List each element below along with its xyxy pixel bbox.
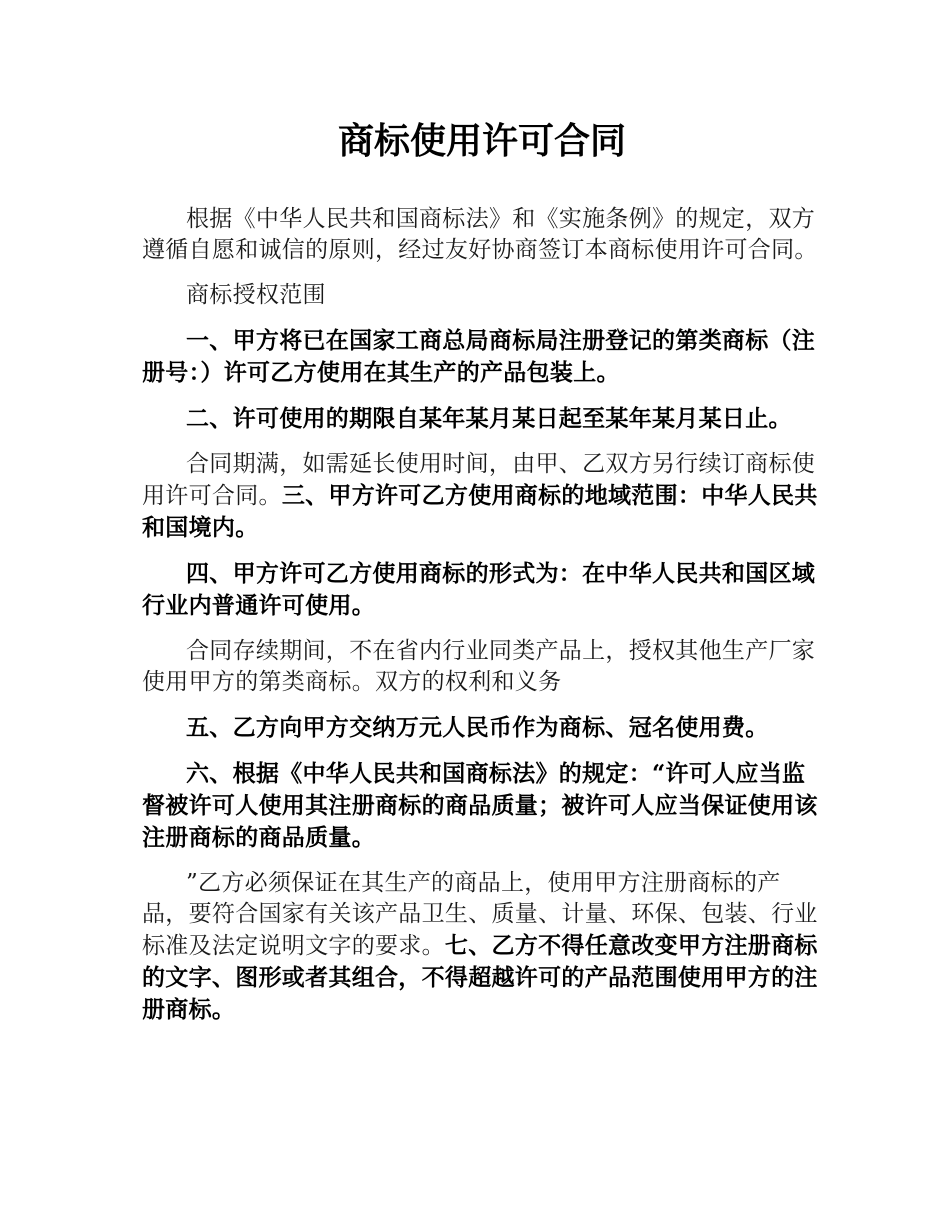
clause-text: 一、甲方将已在国家工商总局商标局注册登记的第类商标（注册号：）许可乙方使用在其生产的产品包装上。 xyxy=(142,327,816,386)
paragraph-text: ”乙方必须保证在其生产的商品上，使用甲方注册商标的产品，要符合国家有关该产品卫生、质量、计量、环保、包装、行业标准及法定说明文字的要求。 xyxy=(142,870,818,959)
clause-text: 六、根据《中华人民共和国商标法》的规定：“许可人应当监督被许可人使用其注册商标的商品质量；被许可人应当保证使用该注册商标的商品质量。 xyxy=(142,760,818,851)
paragraph-section-heading xyxy=(142,280,822,311)
paragraph-clause-6 xyxy=(142,758,822,854)
clause-text: 三、甲方许可乙方使用商标的地域范围：中华人民共和国境内。 xyxy=(142,482,818,541)
paragraph-clause-5 xyxy=(142,712,822,744)
paragraph-renewal-clause-3 xyxy=(142,449,822,544)
paragraph-text: 商标授权范围 xyxy=(186,282,326,308)
paragraph-text: 合同存续期间，不在省内行业同类产品上，授权其他生产厂家使用甲方的第类商标。双方的权利和义务 xyxy=(142,638,816,695)
paragraph-preamble xyxy=(142,204,822,266)
clause-text: 七、乙方不得任意改变甲方注册商标的文字、图形或者其组合，不得超越许可的产品范围使用甲方的注册商标。 xyxy=(142,932,818,1023)
paragraph-clause-2 xyxy=(142,403,822,435)
paragraph-text: 合同期满，如需延长使用时间，由甲、乙双方另行续订商标使用许可合同。 xyxy=(142,451,816,509)
document-title: 商标使用许可合同 xyxy=(337,121,626,162)
paragraph-exclusivity xyxy=(142,636,822,698)
paragraph-clause-1 xyxy=(142,325,822,389)
paragraph-quality-clause-7 xyxy=(142,868,822,1026)
clause-text: 五、乙方向甲方交纳万元人民币作为商标、冠名使用费。 xyxy=(186,714,769,741)
document-page xyxy=(142,118,822,1040)
clause-text: 二、许可使用的期限自某年某月某日起至某年某月某日止。 xyxy=(186,405,792,432)
paragraph-text: 根据《中华人民共和国商标法》和《实施条例》的规定，双方遵循自愿和诚信的原则，经过友好协商签订本商标使用许可合同。 xyxy=(142,206,818,263)
paragraph-clause-4 xyxy=(142,558,822,622)
clause-text: 四、甲方许可乙方使用商标的形式为：在中华人民共和国区域行业内普通许可使用。 xyxy=(142,560,816,619)
